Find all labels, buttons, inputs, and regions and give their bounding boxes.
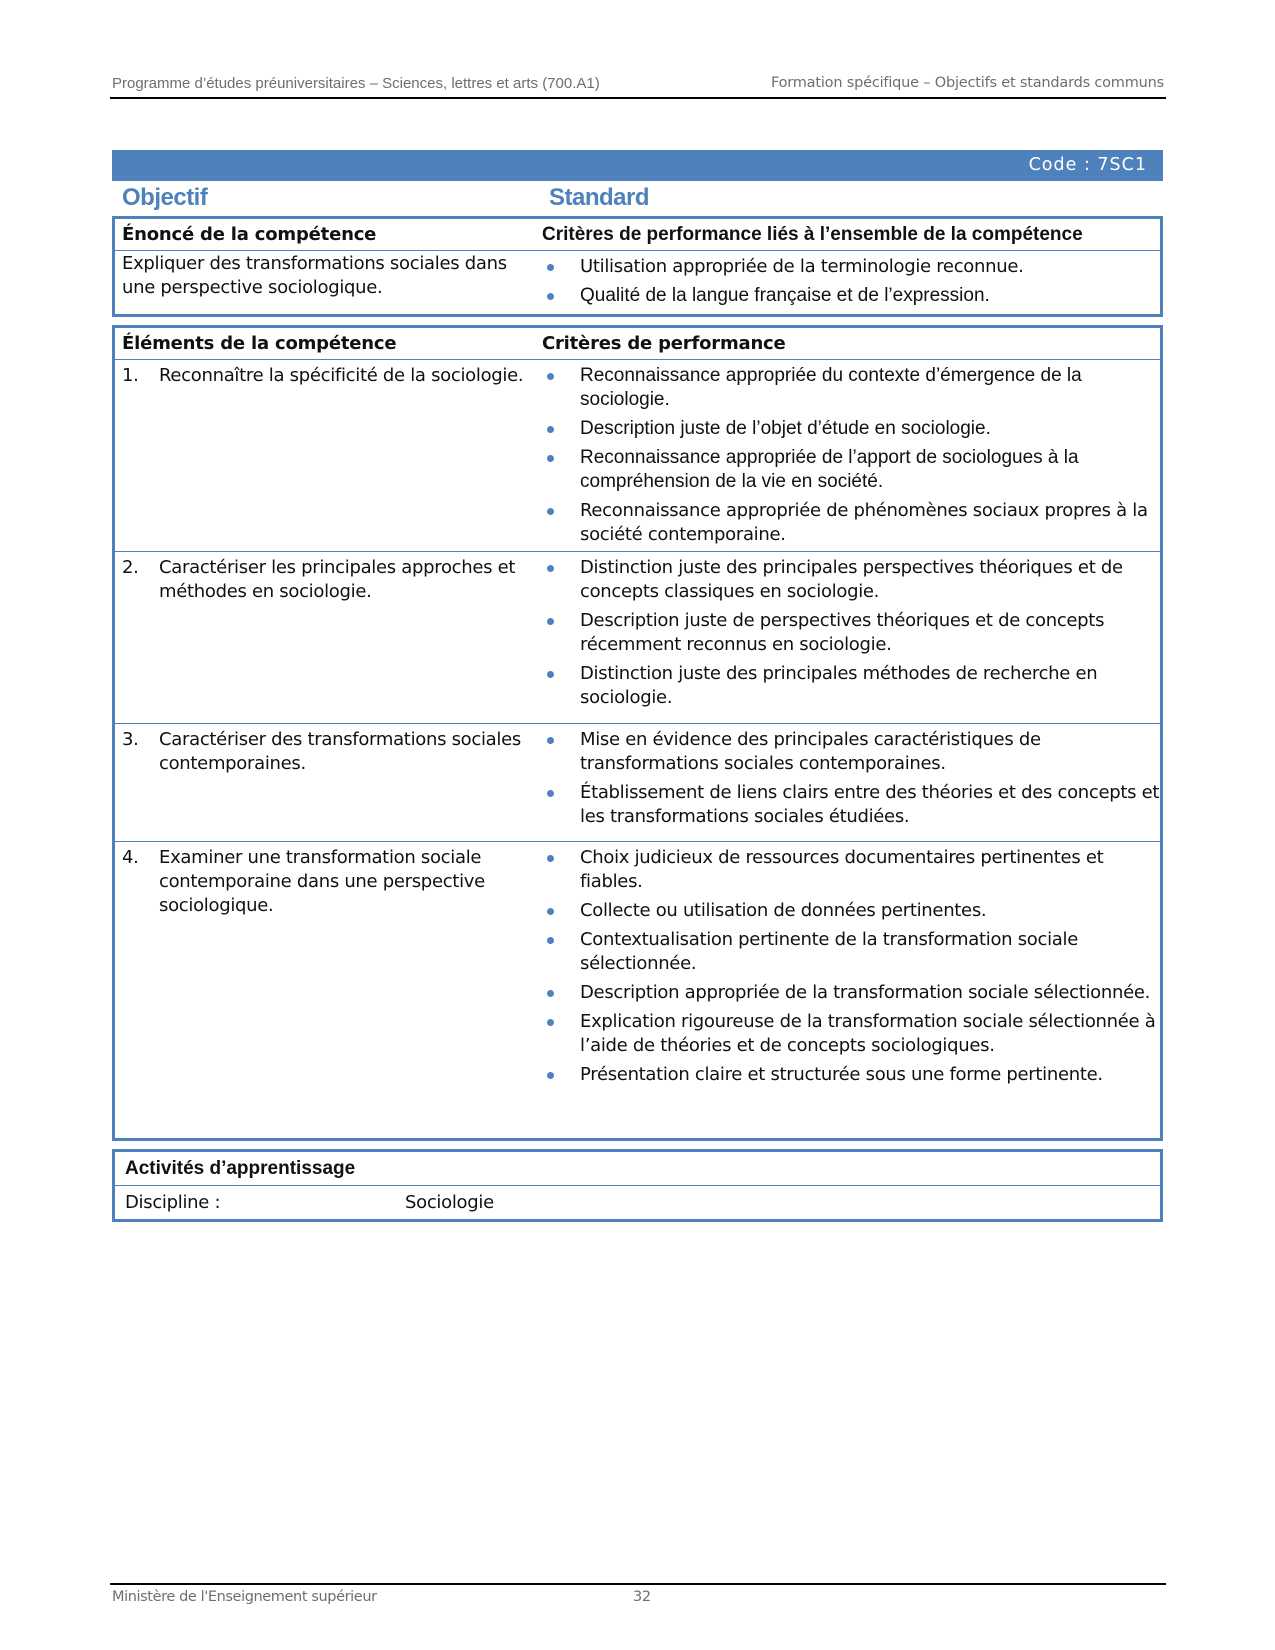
list-item: Reconnaissance appropriée de l’apport de sociologues à la compréhension de la vie en société. [542,446,1160,494]
table-row [115,360,1160,552]
criteria-list [542,728,1160,841]
statement-header: Énoncé de la compétence [122,224,377,245]
list-item: Collecte ou utilisation de données pertinentes. [542,899,1160,923]
page-footer [110,1583,1166,1605]
element-1: 1. Reconnaître la spécificité de la sociologie. [122,365,524,386]
code-bar: Code : 7SC1 [112,150,1163,181]
header-section-title: Formation spécifique – Objectifs et standards communs [770,75,1164,91]
activities-header: Activités d’apprentissage [115,1152,1160,1186]
competence-statement: Expliquer des transformations sociales dans une perspective sociologique. [122,253,507,298]
criteria-list [542,556,1160,723]
table-row [115,842,1160,1148]
table-row [115,724,1160,842]
bullet-icon [547,455,554,462]
list-item: Description appropriée de la transformation sociale sélectionnée. [542,981,1160,1005]
list-item: Distinction juste des principales perspectives théoriques et de concepts classiques en sociologie. [542,556,1160,604]
page-number: 32 [633,1589,651,1605]
list-item: Description juste de perspectives théoriques et de concepts récemment reconnus en sociologie. [542,609,1160,657]
bullet-icon [547,618,554,625]
list-item: Mise en évidence des principales caractéristiques de transformations sociales contemporaines. [542,728,1160,776]
criteria-header: Critères de performance [542,333,786,354]
bullet-icon [547,908,554,915]
element-3: 3. Caractériser des transformations sociales contemporaines. [122,729,521,774]
discipline-value: Sociologie [405,1192,494,1213]
standard-title: Standard [549,184,650,211]
bullet-icon [547,1072,554,1079]
discipline-row [115,1186,1160,1220]
bullet-icon [547,264,554,271]
bullet-icon [547,508,554,515]
list-item: Distinction juste des principales méthodes de recherche en sociologie. [542,662,1160,710]
list-item: Qualité de la langue française et de l’expression. [542,284,1160,308]
criteria-list [542,846,1160,1148]
competence-elements-table [112,325,1163,1141]
criteria-list [542,364,1160,551]
bullet-icon [547,937,554,944]
learning-activities-table [112,1149,1163,1222]
bullet-icon [547,737,554,744]
list-item: Explication rigoureuse de la transformation sociale sélectionnée à l’aide de théories et de concepts sociologiques. [542,1010,1160,1058]
list-item: Choix judicieux de ressources documentaires pertinentes et fiables. [542,846,1160,894]
objectif-title: Objectif [122,184,208,211]
column-titles [112,182,1163,216]
discipline-label: Discipline : [125,1192,221,1213]
list-item: Utilisation appropriée de la terminologie reconnue. [542,255,1160,279]
table-row [115,251,1160,313]
bullet-icon [547,373,554,380]
header-program-title: Programme d’études préuniversitaires – Sciences, lettres et arts (700.A1) [112,75,600,92]
table-header-row [115,219,1160,251]
bullet-icon [547,565,554,572]
bullet-icon [547,293,554,300]
list-item: Contextualisation pertinente de la transformation sociale sélectionnée. [542,928,1160,976]
page-header [110,73,1166,99]
bullet-icon [547,790,554,797]
elements-header: Éléments de la compétence [122,333,397,354]
list-item: Reconnaissance appropriée du contexte d’émergence de la sociologie. [542,364,1160,412]
list-item: Présentation claire et structurée sous une forme pertinente. [542,1063,1160,1087]
table-header-row [115,328,1160,360]
global-criteria-header: Critères de performance liés à l’ensemble de la compétence [542,224,1083,245]
competence-statement-table [112,216,1163,317]
list-item: Reconnaissance appropriée de phénomènes sociaux propres à la société contemporaine. [542,499,1160,547]
list-item: Établissement de liens clairs entre des théories et des concepts et les transformations sociales étudiées. [542,781,1160,829]
global-criteria-list [542,252,1160,313]
element-4: 4. Examiner une transformation sociale contemporaine dans une perspective sociologique. [122,847,485,916]
list-item: Description juste de l’objet d’étude en sociologie. [542,417,1160,441]
bullet-icon [547,990,554,997]
bullet-icon [547,855,554,862]
table-row [115,552,1160,724]
bullet-icon [547,671,554,678]
bullet-icon [547,1019,554,1026]
bullet-icon [547,426,554,433]
footer-ministry: Ministère de l'Enseignement supérieur [112,1589,377,1605]
element-2: 2. Caractériser les principales approches et méthodes en sociologie. [122,557,516,602]
